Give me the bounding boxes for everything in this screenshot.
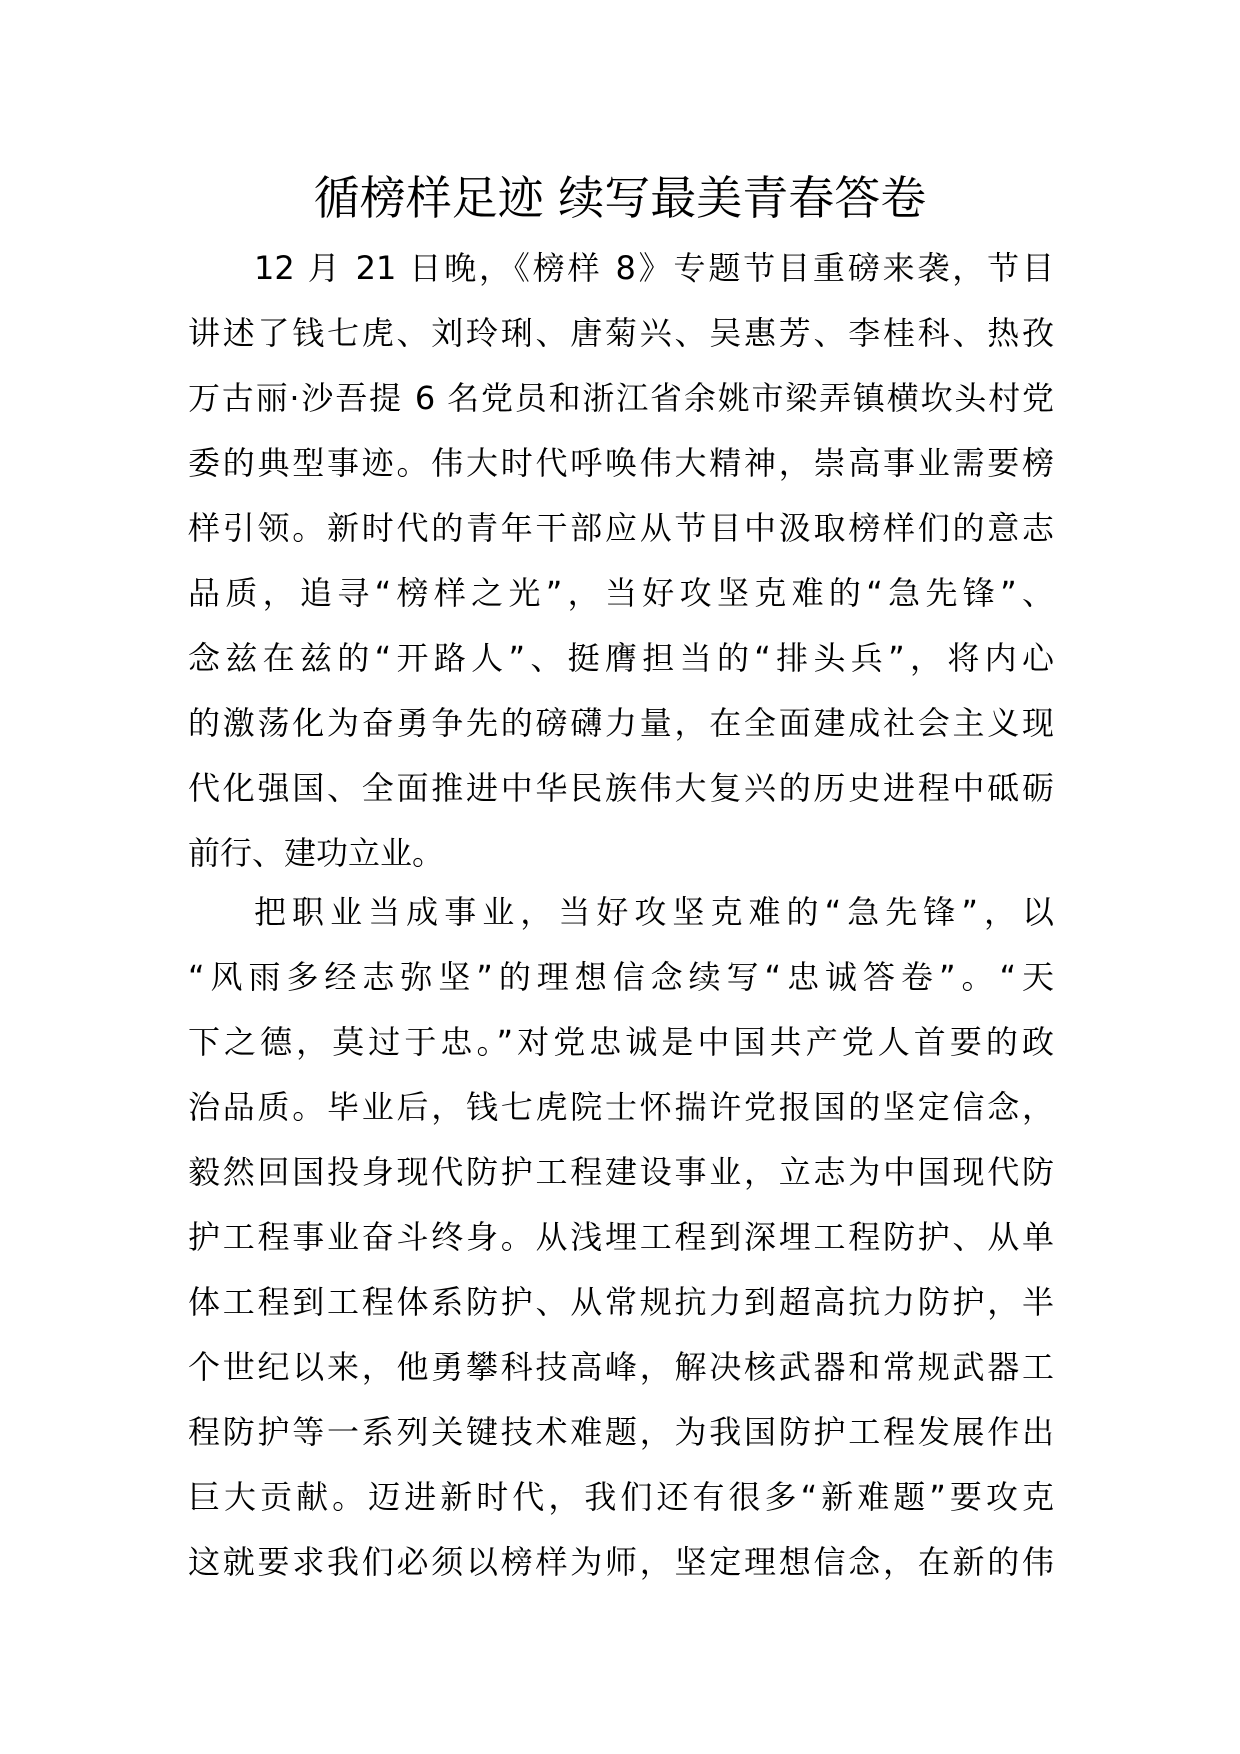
- paragraph-1: [188, 236, 1054, 886]
- paragraph-line: 讲述了钱七虎、刘玲琍、唐菊兴、吴惠芳、李桂科、热孜: [188, 314, 1054, 352]
- paragraph-line: 这就要求我们必须以榜样为师，坚定理想信念，在新的伟: [188, 1543, 1054, 1581]
- paragraph-line: 品质，追寻“榜样之光”，当好攻坚克难的“急先锋”、: [188, 574, 1054, 612]
- paragraph-line: 委的典型事迹。伟大时代呼唤伟大精神，崇高事业需要榜: [188, 444, 1054, 482]
- paragraph-2: [188, 880, 1054, 1595]
- paragraph-line: 体工程到工程体系防护、从常规抗力到超高抗力防护，半: [188, 1283, 1054, 1321]
- paragraph-line: 12 月 21 日晚，《榜样 8》专题节目重磅来袭，节目: [254, 249, 1054, 287]
- paragraph-line: 代化强国、全面推进中华民族伟大复兴的历史进程中砥砺: [188, 769, 1054, 807]
- paragraph-line: 治品质。毕业后，钱七虎院士怀揣许党报国的坚定信念，: [188, 1088, 1054, 1126]
- paragraph-line: 巨大贡献。迈进新时代，我们还有很多“新难题”要攻克: [188, 1478, 1054, 1516]
- paragraph-line: 样引领。新时代的青年干部应从节目中汲取榜样们的意志: [188, 509, 1054, 547]
- paragraph-line: “风雨多经志弥坚”的理想信念续写“忠诚答卷”。“天: [188, 958, 1054, 996]
- page-title: 循榜样足迹 续写最美青春答卷: [313, 171, 927, 225]
- paragraph-line: 下之德，莫过于忠。”对党忠诚是中国共产党人首要的政: [188, 1023, 1054, 1061]
- paragraph-line: 万古丽·沙吾提 6 名党员和浙江省余姚市梁弄镇横坎头村党: [188, 379, 1054, 417]
- paragraph-line: 程防护等一系列关键技术难题，为我国防护工程发展作出: [188, 1413, 1054, 1451]
- paragraph-line: 个世纪以来，他勇攀科技高峰，解决核武器和常规武器工: [188, 1348, 1054, 1386]
- paragraph-line: 毅然回国投身现代防护工程建设事业，立志为中国现代防: [188, 1153, 1054, 1191]
- paragraph-line: 前行、建功立业。: [188, 834, 445, 872]
- paragraph-line: 把职业当成事业，当好攻坚克难的“急先锋”，以: [254, 893, 1054, 931]
- paragraph-line: 护工程事业奋斗终身。从浅埋工程到深埋工程防护、从单: [188, 1218, 1054, 1256]
- paragraph-line: 的激荡化为奋勇争先的磅礴力量，在全面建成社会主义现: [188, 704, 1054, 742]
- paragraph-line: 念兹在兹的“开路人”、挺膺担当的“排头兵”，将内心: [188, 639, 1054, 677]
